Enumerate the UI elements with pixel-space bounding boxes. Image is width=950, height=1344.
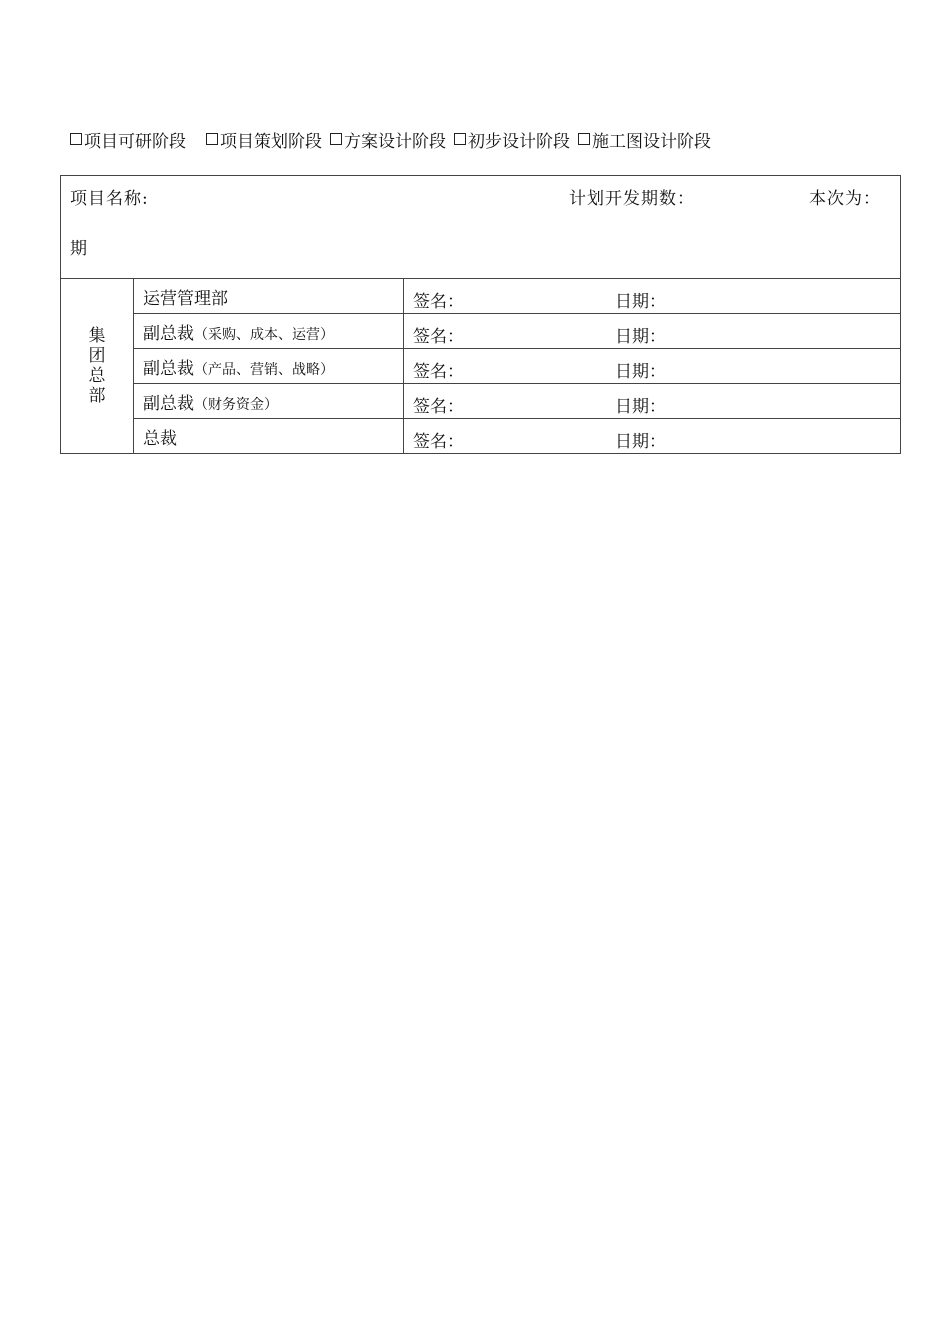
phase-suffix: 期	[70, 239, 87, 259]
signature-date-cell[interactable]	[404, 349, 901, 384]
signature-label: 签名：	[413, 397, 464, 417]
date-label: 日期：	[615, 432, 666, 452]
group-hq-label	[61, 279, 134, 454]
role-name: 副总裁	[143, 358, 194, 379]
stage-option-planning[interactable]	[206, 127, 322, 152]
group-hq-char: 总	[88, 366, 106, 386]
stage-label: 施工图设计阶段	[592, 131, 711, 152]
group-hq-char: 部	[88, 386, 106, 406]
role-note: （产品、营销、战略）	[194, 361, 334, 378]
checkbox[interactable]	[206, 133, 218, 145]
stage-option-feasibility[interactable]	[70, 127, 186, 152]
date-label: 日期：	[615, 292, 666, 312]
role-cell	[134, 349, 404, 384]
stage-label: 方案设计阶段	[344, 131, 446, 152]
checkbox[interactable]	[330, 133, 342, 145]
signoff-row	[61, 349, 901, 384]
date-label: 日期：	[615, 362, 666, 382]
signature-label: 签名：	[413, 432, 464, 452]
checkbox[interactable]	[70, 133, 82, 145]
stage-label: 项目策划阶段	[220, 131, 322, 152]
current-phase-label: 本次为：	[809, 189, 881, 209]
role-cell	[134, 314, 404, 349]
stage-label: 项目可研阶段	[84, 131, 186, 152]
group-hq-char: 集	[88, 326, 106, 346]
role-name: 副总裁	[143, 323, 194, 344]
role-cell	[134, 384, 404, 419]
role-cell	[134, 279, 404, 314]
checkbox[interactable]	[454, 133, 466, 145]
stage-option-scheme-design[interactable]	[330, 127, 446, 152]
signature-date-cell[interactable]	[404, 419, 901, 454]
group-hq-char: 团	[88, 346, 106, 366]
signoff-row	[61, 419, 901, 454]
date-label: 日期：	[615, 327, 666, 347]
date-label: 日期：	[615, 397, 666, 417]
checkbox[interactable]	[578, 133, 590, 145]
signature-label: 签名：	[413, 292, 464, 312]
role-note: （采购、成本、运营）	[194, 326, 334, 343]
signature-date-cell[interactable]	[404, 279, 901, 314]
signature-label: 签名：	[413, 327, 464, 347]
stage-label: 初步设计阶段	[468, 131, 570, 152]
signature-date-cell[interactable]	[404, 314, 901, 349]
role-note: （财务资金）	[194, 396, 278, 413]
role-name: 总裁	[143, 428, 177, 449]
approval-form-table	[60, 175, 901, 454]
signoff-row	[61, 384, 901, 419]
signoff-row	[61, 279, 901, 314]
planned-phases-label: 计划开发期数：	[569, 189, 695, 209]
project-info-cell[interactable]	[61, 176, 901, 279]
signature-label: 签名：	[413, 362, 464, 382]
role-cell	[134, 419, 404, 454]
stage-option-construction-drawing[interactable]	[578, 127, 711, 152]
stage-checkbox-group	[70, 126, 719, 152]
signoff-row	[61, 314, 901, 349]
role-name: 副总裁	[143, 393, 194, 414]
stage-option-preliminary-design[interactable]	[454, 127, 570, 152]
project-name-label: 项目名称:	[70, 189, 149, 209]
signature-date-cell[interactable]	[404, 384, 901, 419]
role-name: 运营管理部	[143, 288, 228, 309]
